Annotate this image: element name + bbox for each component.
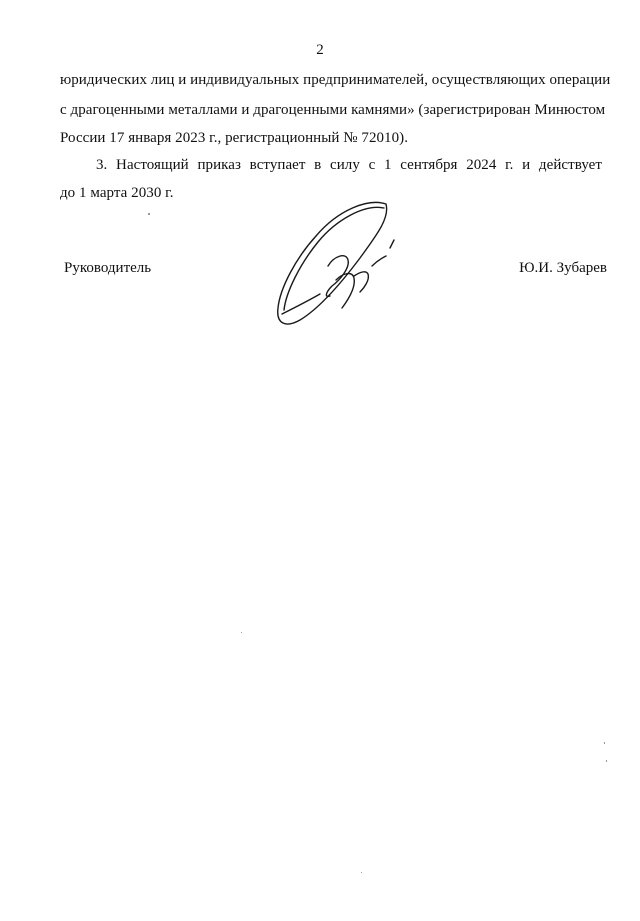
- scan-speck: [148, 213, 150, 215]
- scan-speck: [604, 742, 605, 744]
- body-line-4: 3. Настоящий приказ вступает в силу с 1 сентября 2024 г. и действует: [96, 157, 602, 173]
- scan-speck: [361, 872, 362, 873]
- body-line-5: до 1 марта 2030 г.: [60, 185, 174, 201]
- signer-name: Ю.И. Зубарев: [519, 260, 607, 276]
- handwritten-signature: [268, 196, 402, 336]
- body-line-1: юридических лиц и индивидуальных предпринимателей, осуществляющих операции: [60, 72, 611, 88]
- body-line-3: России 17 января 2023 г., регистрационный № 72010).: [60, 130, 409, 146]
- body-line-2: с драгоценными металлами и драгоценными камнями» (зарегистрирован Минюстом: [60, 102, 606, 118]
- scan-speck: [241, 632, 242, 633]
- page-number: 2: [316, 42, 324, 58]
- signer-position: Руководитель: [64, 260, 152, 276]
- scan-speck: [606, 760, 607, 762]
